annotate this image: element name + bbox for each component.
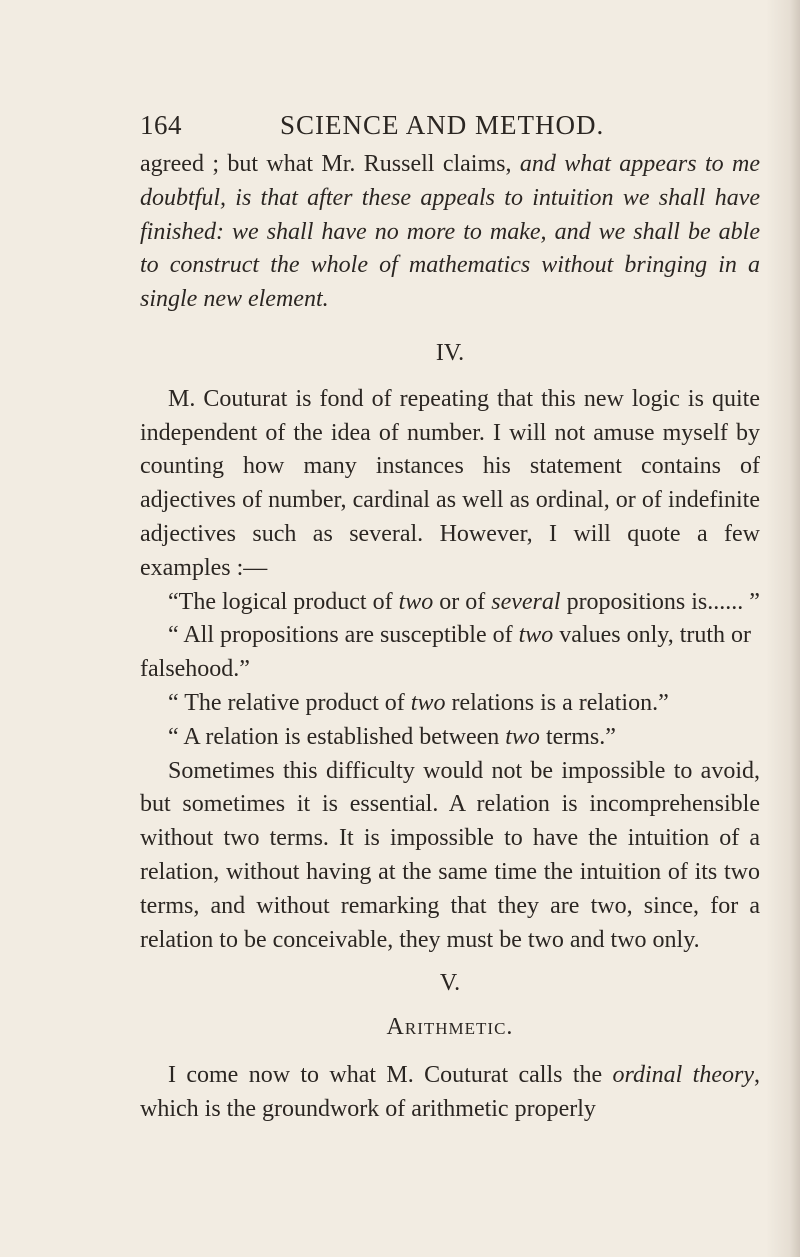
page-header [140, 110, 660, 150]
paragraph-4-italic: ordinal theory [612, 1061, 754, 1088]
page-edge-shadow [766, 0, 800, 1257]
paragraph-1-italic: and what appears to me doubtful, is that after these appeals to intuition we shall have finished: we shall have no more to make, and we shall be able to construct the whole of mathematics without bringing in a single new element. [140, 151, 760, 313]
quote-4-italic-two: two [505, 723, 540, 750]
paragraph-4 [140, 1059, 760, 1127]
quote-4-text: “ A relation is established between [168, 723, 506, 750]
paragraph-1-roman: agreed ; but what Mr. Russell claims, [140, 151, 520, 177]
page-number: 164 [140, 110, 182, 140]
paragraph-4-text-2: , which is the groundwork of arithmetic properly [140, 1061, 760, 1122]
section-heading-iv: IV. [435, 339, 465, 366]
quote-2-text: “ All propositions are susceptible of [168, 622, 519, 649]
quote-2-text-2: values only, truth or falsehood.” [140, 622, 752, 683]
section-title-arithmetic: Arithmetic. [386, 1014, 514, 1041]
quote-1-text: “The logical product of [168, 588, 399, 615]
quote-2 [140, 619, 760, 687]
quote-4-text-2: terms.” [539, 723, 616, 750]
quote-2-italic-two: two [518, 622, 554, 649]
quote-1-italic-several: several [491, 588, 561, 615]
quote-1-text-3: propositions is...... ” [560, 588, 760, 615]
quote-3 [140, 687, 760, 721]
paragraph-2: M. Couturat is fond of repeating that this new logic is quite independent of the idea of number. I will not amuse myself by counting how many instances his statement contains of adjectives of number, cardinal as well as ordinal, or of indefinite adjectives such as several. However, I will quote a few examples :— [140, 385, 760, 581]
section-heading-v: V. [439, 970, 461, 997]
paragraph-4-text: I come now to what M. Couturat calls the [168, 1061, 613, 1088]
paragraph-3: Sometimes this difficulty would not be impossible to avoid, but sometimes it is essential. A relation is incomprehensible without two terms. It is impossible to have the intuition of a relation, without having at the same time the intuition of its two terms, and without remarking that they are two, since, for a relation to be conceivable, they must be two and two only. [140, 757, 760, 953]
quote-1 [140, 586, 760, 620]
quote-3-text: “ The relative product of [168, 689, 411, 716]
body-text [140, 148, 760, 1127]
running-head: SCIENCE AND METHOD. [280, 110, 605, 140]
quote-1-text-2: or of [433, 588, 492, 615]
quote-3-text-2: relations is a relation.” [445, 689, 669, 716]
quote-3-italic-two: two [410, 689, 446, 716]
quote-4 [140, 721, 760, 755]
paragraph-1 [140, 148, 760, 317]
quote-1-italic-two: two [398, 588, 434, 615]
